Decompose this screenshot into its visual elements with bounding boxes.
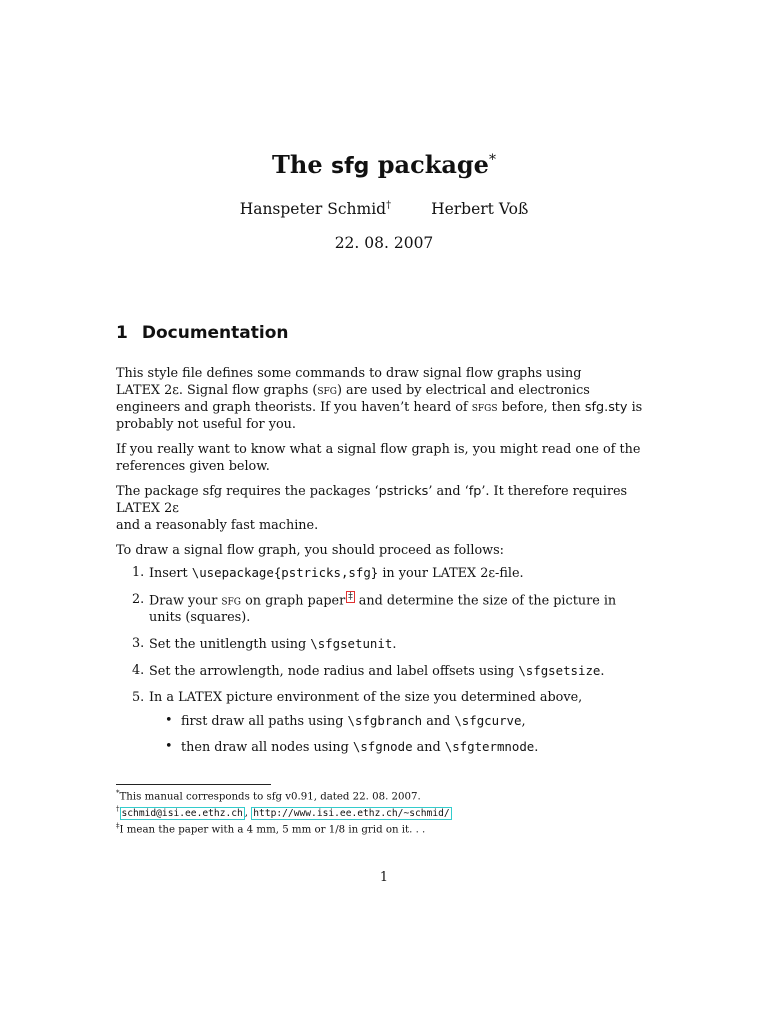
list-item: • then draw all nodes using \sfgnode and \sfgtermnode. xyxy=(165,739,539,756)
section-heading xyxy=(116,323,289,343)
latex-logo: LATEX 2ε xyxy=(116,383,179,398)
bullet-icon: • xyxy=(165,713,173,729)
section-number: 1 xyxy=(116,323,128,343)
email-link[interactable]: schmid@isi.ee.ethz.ch xyxy=(121,807,243,819)
list-item: 4. Set the arrowlength, node radius and label offsets using \sfgsetsize. xyxy=(132,663,605,680)
footnote-1: *This manual corresponds to sfg v0.91, dated 22. 08. 2007. xyxy=(116,789,421,803)
footnote-3: ‡I mean the paper with a 4 mm, 5 mm or 1/8 in grid on it. . . xyxy=(116,821,426,836)
footnotes xyxy=(116,787,652,836)
page-number: 1 xyxy=(379,870,389,885)
footnote-link[interactable]: ‡ xyxy=(348,592,353,602)
footnote-2: † schmid@isi.ee.ethz.ch , http://www.isi.ee.ethz.ch/~schmid/ xyxy=(116,805,450,819)
list-item: 5. In a LATEX picture environment of the size you determined above, • first draw all paths using \sfgbranch and \sfgcurve, • then draw all nodes using \sfgnode and \sfgtermnode. xyxy=(116,689,652,756)
section-body xyxy=(116,365,652,765)
paragraph-references: If you really want to know what a signal flow graph is, you might read one of the references given below. xyxy=(116,442,641,474)
latex-logo: LATEX xyxy=(178,690,223,706)
latex-logo: LATEX 2ε xyxy=(432,566,495,581)
steps-list xyxy=(116,564,652,756)
list-item: 1. Insert \usepackage{pstricks,sfg} in your LATEX 2ε-file. xyxy=(132,565,524,581)
footnote-divider xyxy=(116,784,271,785)
author-2: Herbert Voß xyxy=(431,200,529,219)
author-line xyxy=(0,200,768,218)
latex-logo: LATEX 2ε xyxy=(116,501,179,516)
bullet-list xyxy=(149,712,652,756)
list-item: 3. Set the unitlength using \sfgsetunit. xyxy=(132,636,397,653)
paragraph-intro: This style file defines some commands to draw signal flow graphs using LATEX 2ε. Signal flow graphs (sfg) are used by electrical and electronics engineers and graph theorists. If you haven’t heard of sfgs before, then sfg.sty is probably not useful for you. xyxy=(116,366,643,432)
author-1: Hanspeter Schmid xyxy=(239,200,387,219)
document-date: 22. 08. 2007 xyxy=(334,234,434,252)
bullet-icon: • xyxy=(165,739,173,755)
section-title: Documentation xyxy=(141,323,289,343)
homepage-link[interactable]: http://www.isi.ee.ethz.ch/~schmid/ xyxy=(253,807,450,819)
paragraph-requirements: The package sfg requires the packages ‘pstricks’ and ‘fp’. It therefore requires LATEX 2ε and a reasonably fast machine. xyxy=(116,484,628,533)
package-name: sfg xyxy=(330,154,370,179)
style-file-name: sfg.sty xyxy=(584,400,628,415)
list-item: 2. Draw your sfg on graph paper ‡ and determine the size of the picture in units (squares). xyxy=(132,592,617,626)
list-item: • first draw all paths using \sfgbranch and \sfgcurve, xyxy=(165,713,526,730)
document-title: The sfg package* xyxy=(272,150,496,179)
author-1-footnote-mark: † xyxy=(386,200,392,211)
title-footnote-mark: * xyxy=(488,152,496,168)
paragraph-procedure: To draw a signal flow graph, you should proceed as follows: xyxy=(116,543,504,558)
